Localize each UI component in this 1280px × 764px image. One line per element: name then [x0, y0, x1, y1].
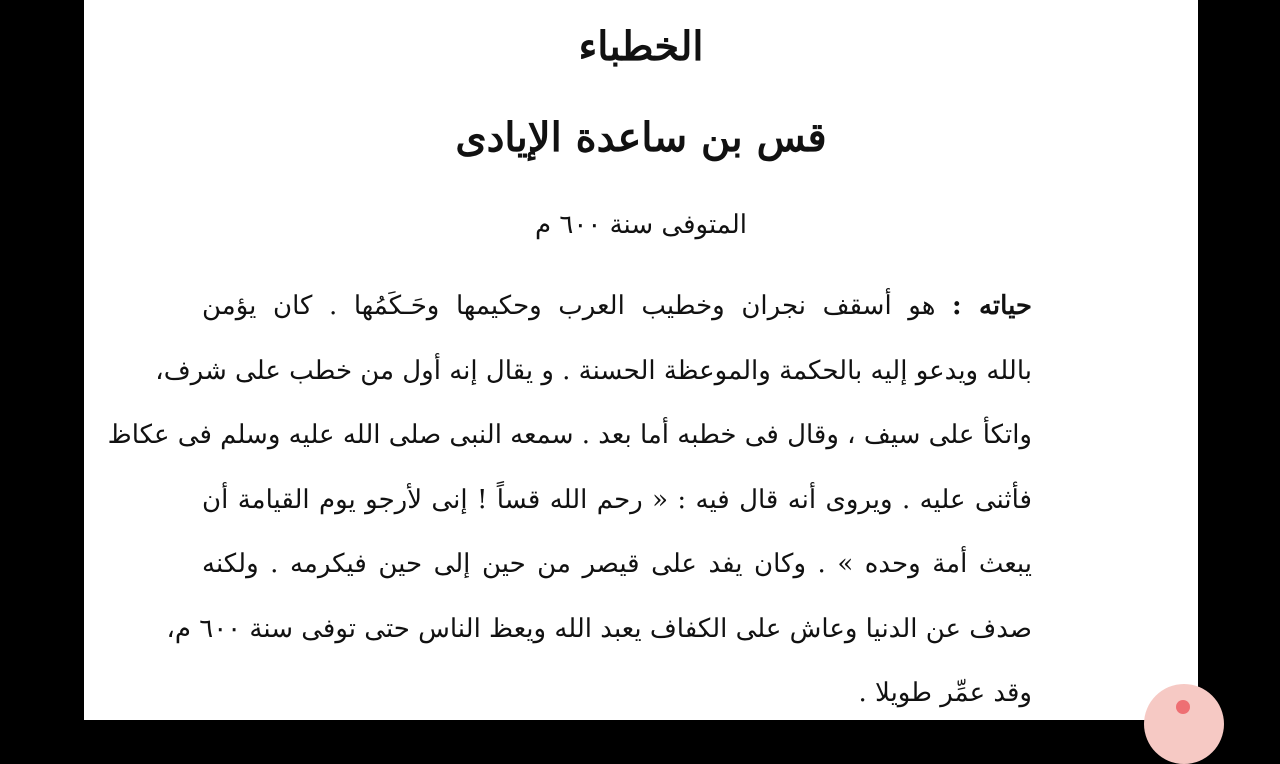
text-line: واتكأ على سيف ، وقال فى خطبه أما بعد . سمعه النبى صلى الله عليه وسلم فى عكاظ — [107, 420, 1032, 450]
text-line: يبعث أمة وحده » . وكان يفد على قيصر من حين إلى حين فيكرمه . ولكنه — [202, 549, 1032, 579]
text-line-content: هو أسقف نجران وخطيب العرب وحكيمها وحَـكَمُها . كان يؤمن — [202, 291, 952, 321]
document-page — [84, 0, 1198, 720]
chapter-title: الخطباء — [578, 23, 704, 70]
text-line: صدف عن الدنيا وعاش على الكفاف يعبد الله ويعظ الناس حتى توفى سنة ٦٠٠ م، — [166, 613, 1032, 644]
section-title: قس بن ساعدة الإيادى — [455, 114, 827, 161]
text-line — [202, 278, 1032, 343]
body-text — [107, 278, 1032, 730]
text-line: فأثنى عليه . ويروى أنه قال فيه : « رحم الله قساً ! إنى لأرجو يوم القيامة أن — [202, 484, 1032, 515]
lead-word: حياته : — [952, 291, 1032, 321]
text-line: وقد عمِّر طويلا . — [858, 678, 1032, 708]
death-date-line: المتوفى سنة ٦٠٠ م — [535, 210, 747, 240]
text-line: بالله ويدعو إليه بالحكمة والموعظة الحسنة . و يقال إنه أول من خطب على شرف، — [155, 355, 1032, 386]
dot-icon — [1176, 700, 1190, 714]
floating-touch-button[interactable] — [1144, 684, 1224, 764]
